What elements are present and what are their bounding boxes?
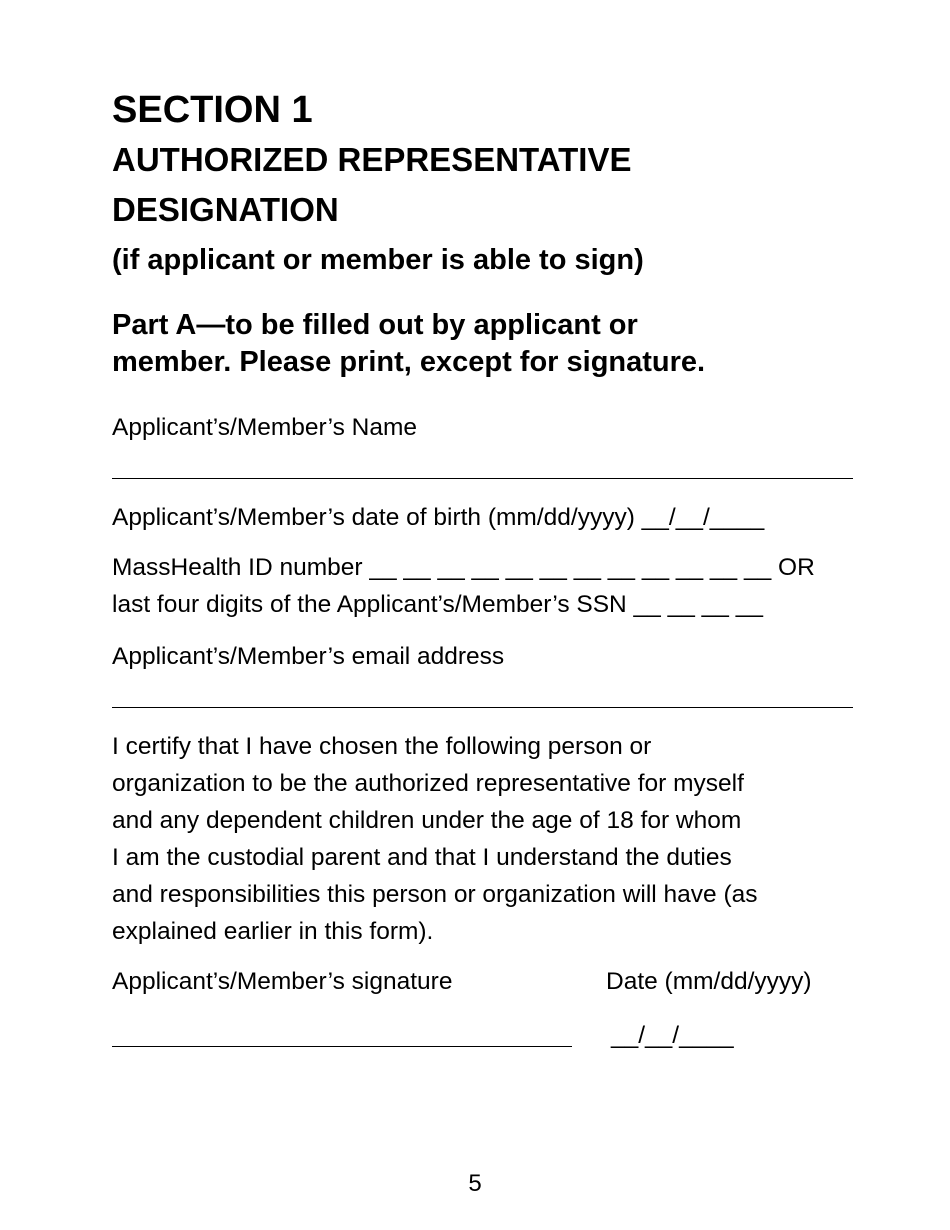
- email-label: Applicant’s/Member’s email address: [112, 643, 505, 670]
- part-a-heading-line-1: Part A—to be filled out by applicant or: [112, 309, 638, 341]
- name-field[interactable]: [112, 478, 853, 479]
- signature-date-field[interactable]: __/__/____: [611, 1022, 734, 1049]
- certification-line: and responsibilities this person or organization will have (as: [112, 881, 758, 908]
- ssn-field[interactable]: last four digits of the Applicant’s/Member’s SSN __ __ __ __: [112, 591, 763, 618]
- certification-line: I certify that I have chosen the following person or: [112, 733, 652, 760]
- section-subtitle: (if applicant or member is able to sign): [112, 244, 644, 276]
- date-label: Date (mm/dd/yyyy): [606, 968, 812, 995]
- dob-field[interactable]: Applicant’s/Member’s date of birth (mm/dd/yyyy) __/__/____: [112, 504, 765, 531]
- certification-line: I am the custodial parent and that I understand the duties: [112, 844, 732, 871]
- part-a-heading-line-2: member. Please print, except for signature.: [112, 346, 706, 378]
- email-field[interactable]: [112, 707, 853, 708]
- certification-line: and any dependent children under the age of 18 for whom: [112, 807, 742, 834]
- certification-paragraph: [112, 728, 857, 950]
- masshealth-id-field[interactable]: MassHealth ID number __ __ __ __ __ __ __ __ __ __ __ __ OR: [112, 554, 815, 581]
- signature-label: Applicant’s/Member’s signature: [112, 968, 453, 995]
- name-label: Applicant’s/Member’s Name: [112, 414, 418, 441]
- section-title-line-1: AUTHORIZED REPRESENTATIVE: [112, 141, 632, 178]
- certification-line: explained earlier in this form).: [112, 918, 434, 945]
- signature-field[interactable]: [112, 1046, 572, 1047]
- section-label: SECTION 1: [112, 89, 313, 131]
- section-title-line-2: DESIGNATION: [112, 191, 339, 228]
- page-number: 5: [468, 1170, 482, 1197]
- certification-line: organization to be the authorized representative for myself: [112, 770, 744, 797]
